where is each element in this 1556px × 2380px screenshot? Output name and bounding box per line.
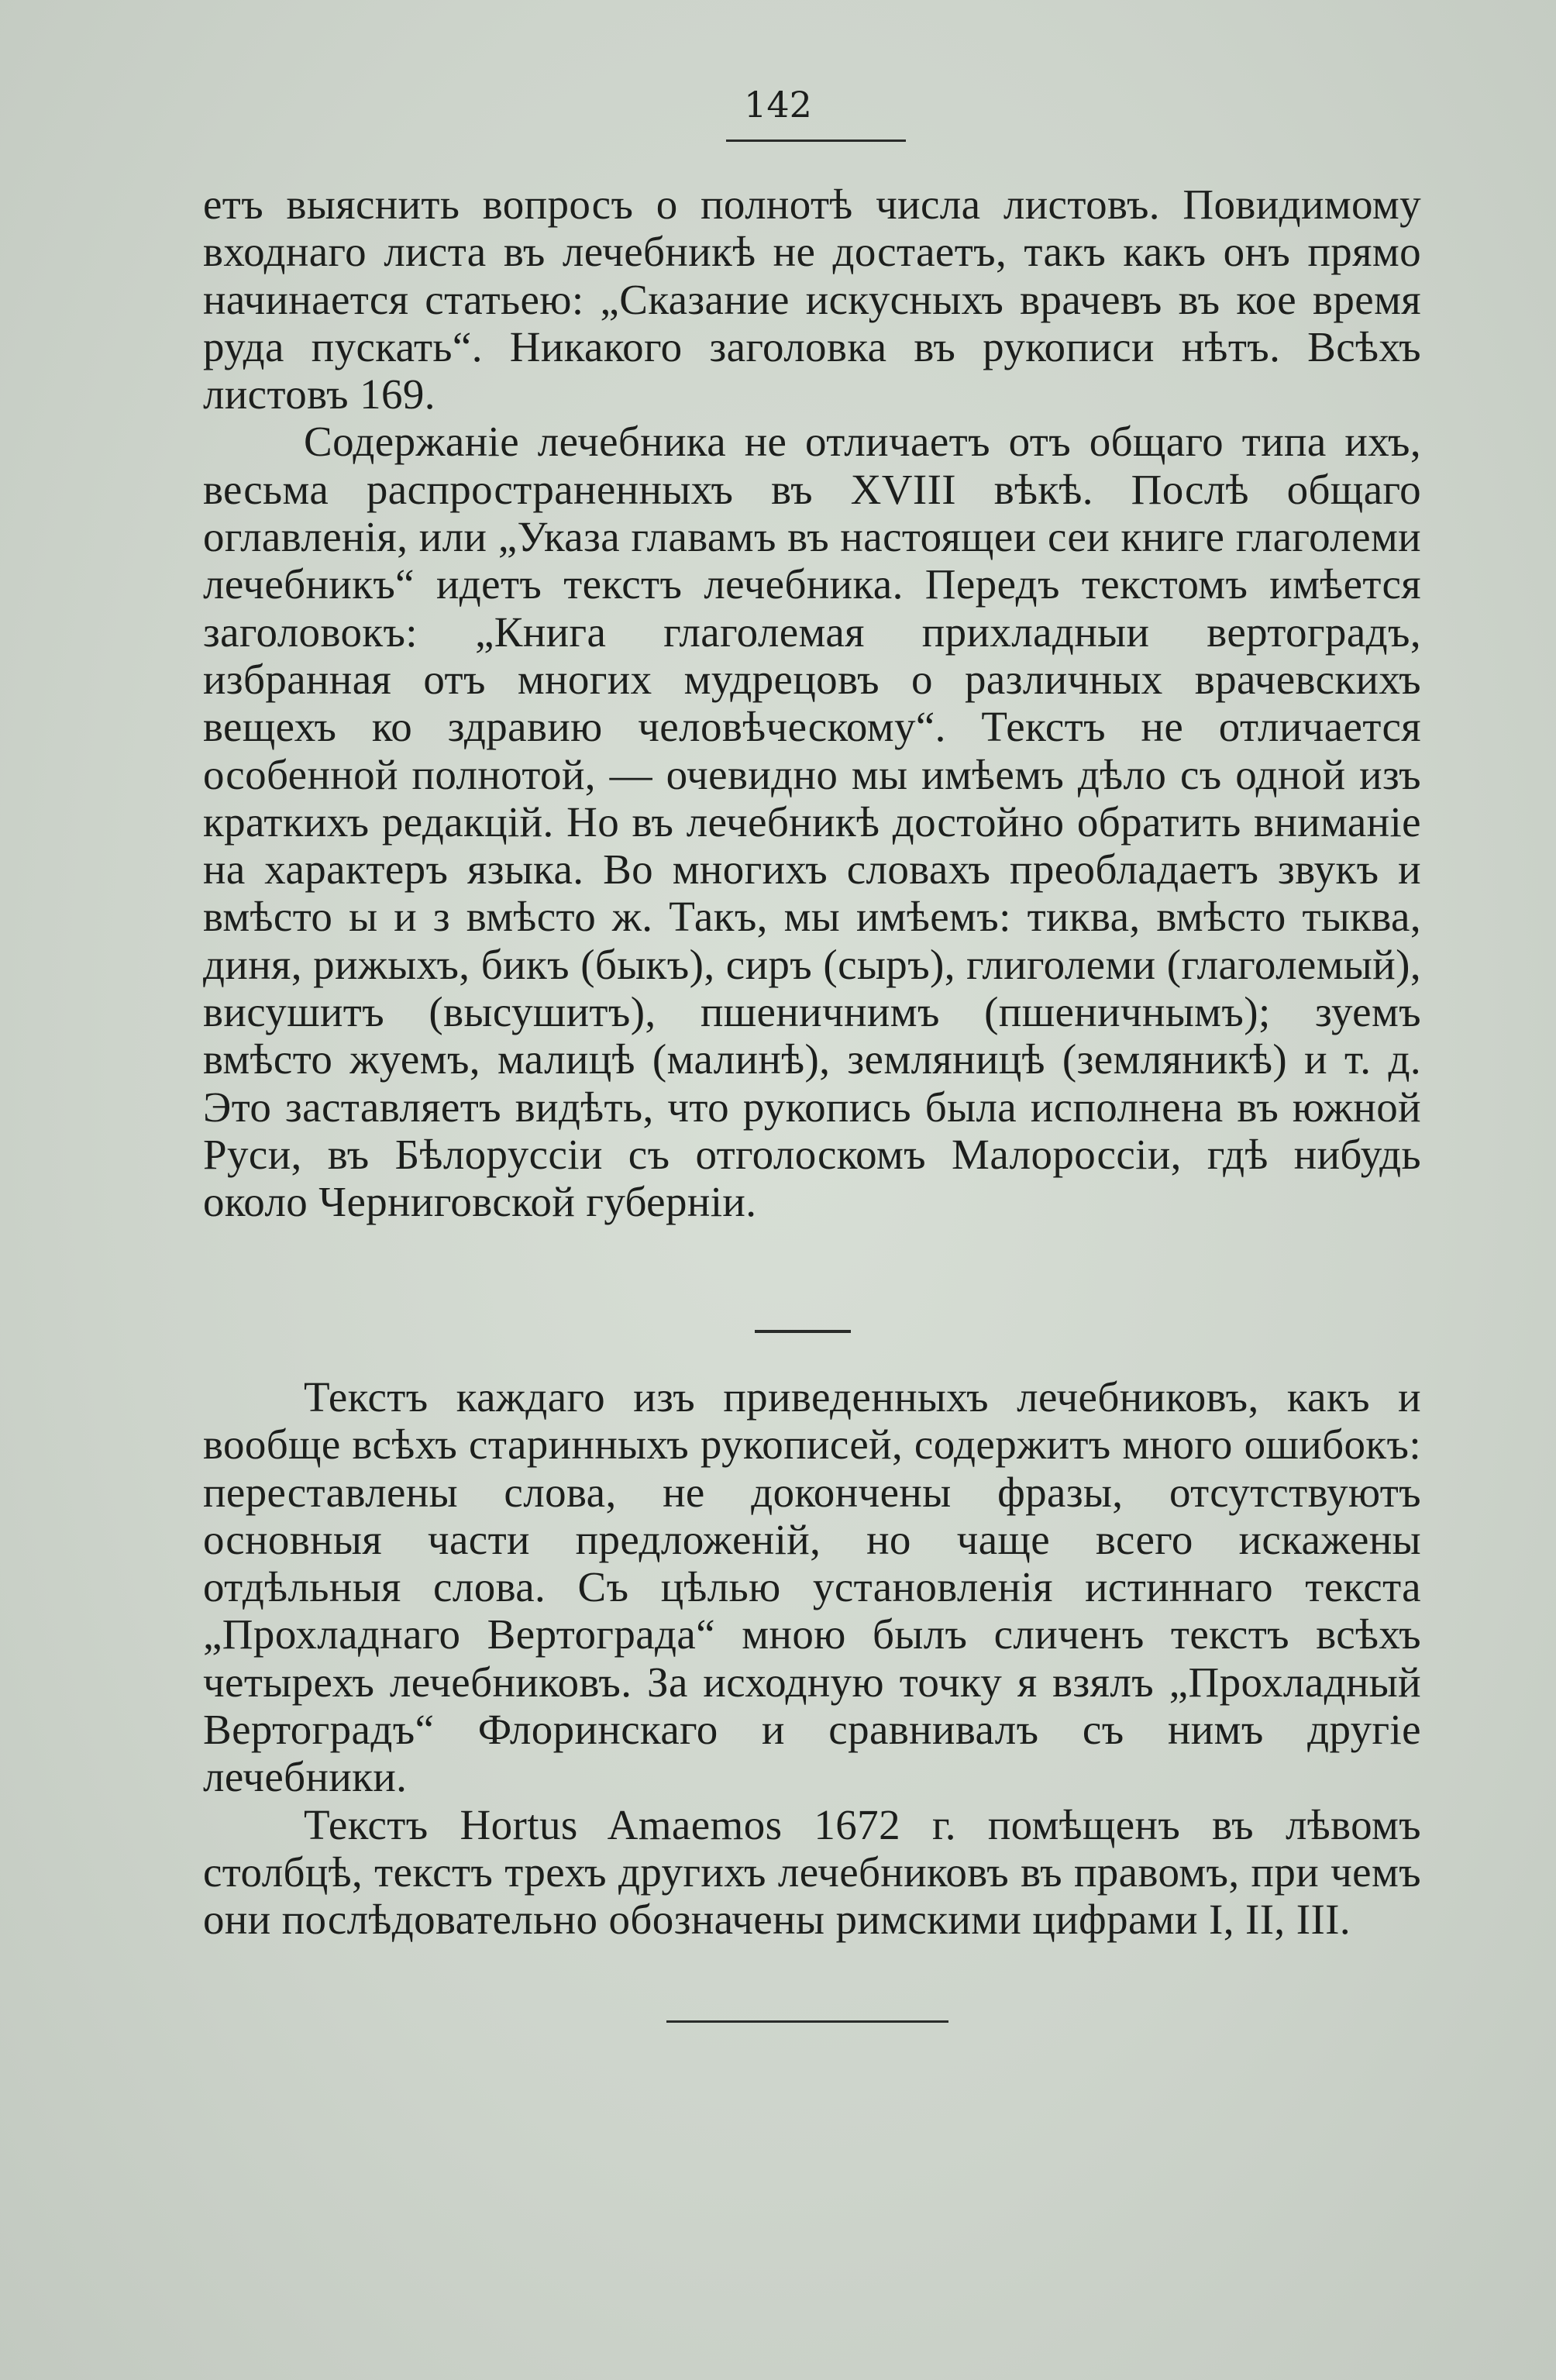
paragraph-column-layout: Текстъ Hortus Amaemos 1672 г. помѣщенъ въ лѣвомъ столбцѣ, текстъ трехъ другихъ лечебниковъ въ правомъ, при чемъ они послѣдовательно обозначены римскими цифрами I, II, III.: [203, 1800, 1421, 1944]
paragraph-text-comparison: Текстъ каждаго изъ приведенныхъ лечебниковъ, какъ и вообще всѣхъ старинныхъ рукописей, содержитъ много ошибокъ: переставлены слова, не докончены фразы, отсутствуютъ основныя части предложеній, но чаще всего искажены отдѣльныя слова. Съ цѣлью установленія истиннаго текста „Прохладнаго Вертограда“ мною былъ сличенъ текстъ всѣхъ четырехъ лечебниковъ. За исходную точку я взялъ „Прохладный Вертоградъ“ Флоринскаго и сравнивалъ съ нимъ другіе лечебники.: [203, 1373, 1421, 1801]
end-rule: [666, 2020, 948, 2023]
text-block-lower: [203, 1373, 1421, 1944]
section-separator: [755, 1330, 851, 1333]
paragraph-contents-description: Содержаніе лечебника не отличаетъ отъ общаго типа ихъ, весьма распространенныхъ въ XVIII вѣкѣ. Послѣ общаго оглавленія, или „Указа главамъ въ настоящеи сеи книге глаголеми лечебникъ“ идетъ текстъ лечебника. Передъ текстомъ имѣется заголовокъ: „Книга глаголемая прихладныи вертоградъ, избранная отъ многих мудрецовъ о различных врачевскихъ вещехъ ко здравию человѣческому“. Текстъ не отличается особенной полнотой, — очевидно мы имѣемъ дѣло съ одной изъ краткихъ редакцій. Но въ лечебникѣ достойно обратить вниманіе на характеръ языка. Во многихъ словахъ преобладаетъ звукъ и вмѣсто ы и з вмѣсто ж. Такъ, мы имѣемъ: тиква, вмѣсто тыква, диня, рижыхъ, бикъ (быкъ), сиръ (сыръ), глиголеми (глаголемый), висушитъ (высушитъ), пшеничнимъ (пшеничнымъ); зуемъ вмѣсто жуемъ, малицѣ (малинѣ), земляницѣ (земляникѣ) и т. д. Это заставляетъ видѣть, что рукопись была исполнена въ южной Руси, въ Бѣлоруссіи съ отголоскомъ Малороссіи, гдѣ нибудь около Черниговской губерніи.: [203, 418, 1421, 1226]
page-number: 142: [744, 84, 812, 126]
paragraph-continued: етъ выяснить вопросъ о полнотѣ числа листовъ. Повидимому входнаго листа въ лечебникѣ не достаетъ, такъ какъ онъ прямо начинается статьею: „Сказание искусныхъ врачевъ въ кое время руда пускать“. Никакого заголовка въ рукописи нѣтъ. Всѣхъ листовъ 169.: [203, 181, 1421, 418]
text-block-upper: [203, 181, 1421, 1226]
page-number-rule: [726, 139, 906, 142]
